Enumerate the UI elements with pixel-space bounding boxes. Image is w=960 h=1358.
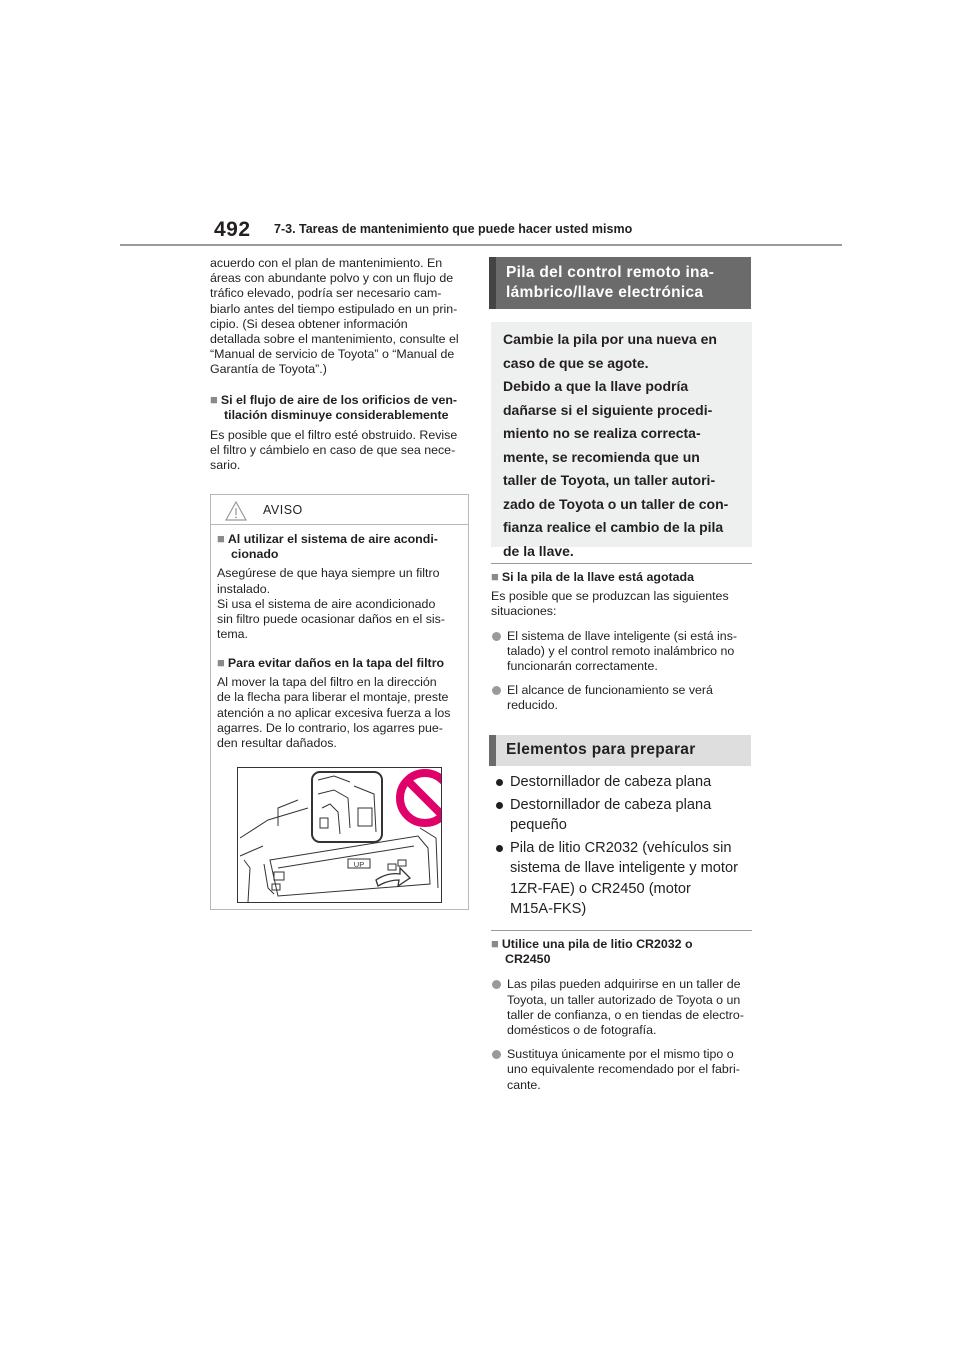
battery-heading-line: Utilice una pila de litio CR2032 o bbox=[501, 937, 693, 951]
list-item: Destornillador de cabeza plana pequeño bbox=[492, 795, 754, 836]
depleted-line: Es posible que se produzcan las siguientes bbox=[491, 589, 729, 604]
aviso-line: agarres. De lo contrario, los agarres pue- bbox=[217, 720, 443, 735]
depleted-heading: Si la pila de la llave está agotada bbox=[501, 570, 694, 584]
summary-line: caso de que se agote. bbox=[503, 354, 649, 371]
aviso-line: den resultar dañados. bbox=[217, 736, 337, 751]
bullet-icon bbox=[496, 779, 503, 786]
aviso-section-cover bbox=[217, 655, 461, 751]
depleted-section bbox=[491, 569, 753, 714]
airflow-heading-line: tilación disminuye considerablemente bbox=[224, 408, 449, 423]
summary-line: Debido a que la llave podría bbox=[503, 378, 689, 394]
section-banner-items bbox=[489, 735, 751, 766]
list-item: Pila de litio CR2032 (vehículos sin sistema de llave inteligente y motor 1ZR-FAE) o CR2450 (motor M15A-FKS) bbox=[492, 838, 754, 920]
summary-line: Cambie la pila por una nueva en bbox=[503, 331, 717, 347]
aviso-line: instalado. bbox=[217, 581, 271, 596]
summary-line: dañarse si el siguiente procedi- bbox=[503, 401, 713, 418]
summary-line: fianza realice el cambio de la pila bbox=[503, 519, 724, 535]
bullet-icon bbox=[492, 632, 501, 641]
list-item: Sustituya únicamente por el mismo tipo o uno equivalente recomendado por el fabri- cante. bbox=[491, 1047, 753, 1093]
summary-line: de la llave. bbox=[503, 542, 574, 559]
intro-line: áreas con abundante polvo y con un flujo de bbox=[210, 271, 454, 286]
filter-cover-illustration bbox=[237, 767, 442, 903]
section-title: 7-3. Tareas de mantenimiento que puede hacer usted mismo bbox=[274, 222, 633, 236]
square-bullet-icon: ■ bbox=[491, 569, 499, 584]
aviso-header bbox=[211, 495, 468, 525]
section-banner-remote-battery bbox=[489, 257, 751, 309]
aviso-heading-line: cionado bbox=[231, 547, 279, 562]
aviso-heading-line: Para evitar daños en la tapa del filtro bbox=[227, 656, 445, 670]
aviso-line: de la flecha para liberar el montaje, preste bbox=[217, 690, 449, 705]
square-bullet-icon: ■ bbox=[491, 936, 499, 951]
banner-line: Pila del control remoto ina- bbox=[506, 264, 715, 281]
summary-line: miento no se realiza correcta- bbox=[503, 425, 701, 441]
intro-line: acuerdo con el plan de mantenimiento. En bbox=[210, 256, 443, 270]
summary-box bbox=[491, 322, 752, 559]
filter-cover-drawing bbox=[238, 768, 441, 902]
bullet-icon bbox=[496, 845, 503, 852]
list-item: Destornillador de cabeza plana bbox=[492, 772, 754, 793]
aviso-line: tema. bbox=[217, 627, 248, 642]
battery-type-section bbox=[491, 936, 753, 1093]
items-list bbox=[492, 772, 754, 920]
airflow-line: sario. bbox=[210, 458, 241, 473]
battery-heading-line: CR2450 bbox=[505, 952, 551, 967]
bullet-icon bbox=[492, 1050, 501, 1059]
intro-paragraph bbox=[210, 256, 472, 378]
summary-line: taller de Toyota, un taller autori- bbox=[503, 472, 716, 488]
intro-line: detallada sobre el mantenimiento, consulte el bbox=[210, 332, 459, 347]
aviso-line: Si usa el sistema de aire acondicionado bbox=[217, 596, 436, 611]
summary-line: mente, se recomienda que un bbox=[503, 448, 700, 465]
airflow-heading bbox=[210, 392, 472, 423]
list-item: Las pilas pueden adquirirse en un taller de Toyota, un taller autorizado de Toyota o un taller de confianza, o en tiendas de electro- domésticos o de fotografía. bbox=[491, 977, 753, 1038]
intro-line: biarlo antes del tiempo estipulado en un prin- bbox=[210, 301, 458, 316]
warning-triangle-icon bbox=[225, 501, 247, 521]
bullet-icon bbox=[492, 686, 501, 695]
square-bullet-icon: ■ bbox=[217, 655, 225, 670]
section-divider bbox=[491, 930, 752, 931]
page-number: 492 bbox=[214, 218, 251, 241]
square-bullet-icon: ■ bbox=[217, 531, 225, 546]
intro-line: Garantía de Toyota”.) bbox=[210, 362, 327, 377]
intro-line: tráfico elevado, podría ser necesario cam- bbox=[210, 286, 442, 301]
bullet-icon bbox=[496, 802, 503, 809]
airflow-text bbox=[210, 428, 472, 474]
up-label: UP bbox=[353, 860, 365, 869]
depleted-line: situaciones: bbox=[491, 604, 557, 619]
square-bullet-icon: ■ bbox=[210, 392, 218, 407]
aviso-section-ac bbox=[217, 531, 461, 642]
banner-title: Elementos para preparar bbox=[506, 741, 696, 758]
aviso-heading-line: Al utilizar el sistema de aire acondi- bbox=[227, 532, 438, 546]
intro-line: “Manual de servicio de Toyota” o “Manual de bbox=[210, 347, 455, 362]
aviso-title: AVISO bbox=[263, 503, 303, 517]
banner-line: lámbrico/llave electrónica bbox=[506, 284, 704, 301]
aviso-line: Asegúrese de que haya siempre un filtro bbox=[217, 566, 440, 581]
airflow-heading-line: Si el flujo de aire de los orificios de ven- bbox=[220, 393, 458, 407]
aviso-line: sin filtro puede ocasionar daños en el sis- bbox=[217, 612, 445, 627]
airflow-line: Es posible que el filtro esté obstruido. Revise bbox=[210, 428, 458, 442]
intro-line: cipio. (Si desea obtener información bbox=[210, 316, 408, 331]
section-divider bbox=[491, 563, 752, 564]
header-divider bbox=[120, 244, 842, 246]
airflow-line: el filtro y cámbielo en caso de que sea nece- bbox=[210, 443, 456, 458]
summary-line: zado de Toyota o un taller de con- bbox=[503, 495, 729, 512]
aviso-line: Al mover la tapa del filtro en la dirección bbox=[217, 675, 437, 690]
list-item: El alcance de funcionamiento se verá reducido. bbox=[491, 683, 753, 713]
bullet-icon bbox=[492, 980, 501, 989]
aviso-line: atención a no aplicar excesiva fuerza a los bbox=[217, 705, 451, 720]
list-item: El sistema de llave inteligente (si está ins- talado) y el control remoto inalámbrico no funcionarán correctamente. bbox=[491, 629, 753, 675]
